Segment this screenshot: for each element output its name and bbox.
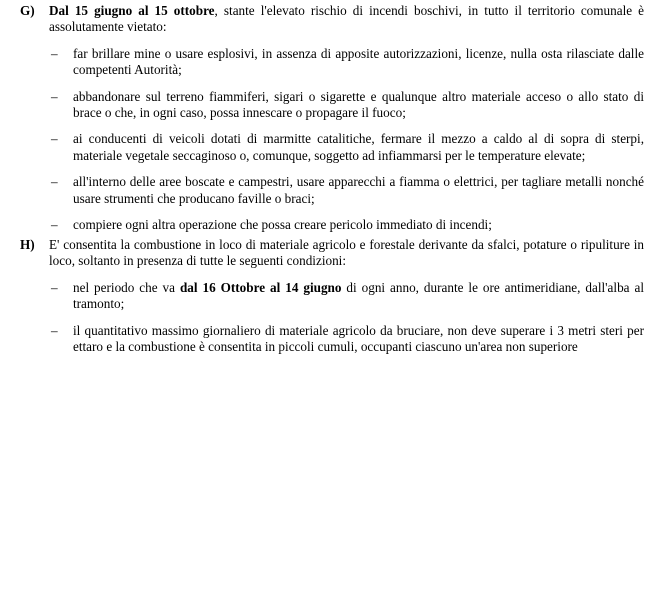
list-item-text: ai conducenti di veicoli dotati di marmitte catalitiche, fermare il mezzo a caldo al di sopra di sterpi, materiale vegetale seccaginoso o, comunque, soggetto ad infiammarsi per le temperature elevate; [73, 131, 644, 163]
section-h-letter: H) [20, 237, 35, 252]
list-item-text: far brillare mine o usare esplosivi, in assenza di apposite autorizzazioni, licenze, nulla osta rilasciate dalle competenti Autorità; [73, 45, 644, 78]
section-h-list [20, 280, 644, 356]
section-g [20, 3, 644, 233]
section-g-intro-text: , stante l'elevato rischio di incendi boschivi, in tutto il territorio comunale è assolutamente vietato: [49, 3, 644, 35]
section-g-intro [49, 3, 644, 36]
dash-bullet: – [51, 217, 58, 233]
list-item-text: il quantitativo massimo giornaliero di materiale agricolo da bruciare, non deve superare i 3 metri steri per ettaro e la combustione è consentita in piccoli cumuli, occupanti ciascuno un'area non superiore [73, 322, 644, 355]
section-g-letter: G) [20, 3, 35, 18]
dash-bullet: – [51, 131, 58, 147]
dash-bullet: – [51, 88, 58, 104]
list-item-text-pre: nel periodo che va [73, 279, 180, 295]
list-item [20, 89, 644, 122]
list-item [20, 323, 644, 356]
list-item-text: compiere ogni altra operazione che possa creare pericolo immediato di incendi; [73, 217, 492, 233]
dash-bullet: – [51, 322, 58, 338]
list-item-text: all'interno delle aree boscate e campestri, usare apparecchi a fiamma o elettrici, per tagliare metalli nonché usare strumenti che producano faville o braci; [73, 174, 644, 206]
section-h [20, 237, 644, 355]
list-item-date-range: dal 16 Ottobre al 14 giugno [179, 279, 342, 295]
dash-bullet: – [51, 279, 58, 295]
list-item [20, 217, 644, 233]
section-h-intro: E' consentita la combustione in loco di materiale agricolo e forestale derivante da sfalci, potature o ripuliture in loco, soltanto in presenza di tutte le seguenti condizioni: [49, 237, 644, 269]
dash-bullet: – [51, 174, 58, 190]
list-item-text: abbandonare sul terreno fiammiferi, sigari o sigarette e qualunque altro materiale acceso o allo stato di brace o che, in ogni caso, possa innescare o propagare il fuoco; [73, 88, 644, 121]
dash-bullet: – [51, 45, 58, 61]
section-g-list [20, 46, 644, 234]
list-item [20, 46, 644, 79]
list-item [20, 280, 644, 313]
list-item-text-post: di ogni anno, durante le ore antimeridiane, dall'alba al tramonto; [73, 279, 644, 312]
section-g-date-range: Dal 15 giugno al 15 ottobre [49, 3, 215, 18]
list-item [20, 131, 644, 164]
list-item [20, 174, 644, 207]
